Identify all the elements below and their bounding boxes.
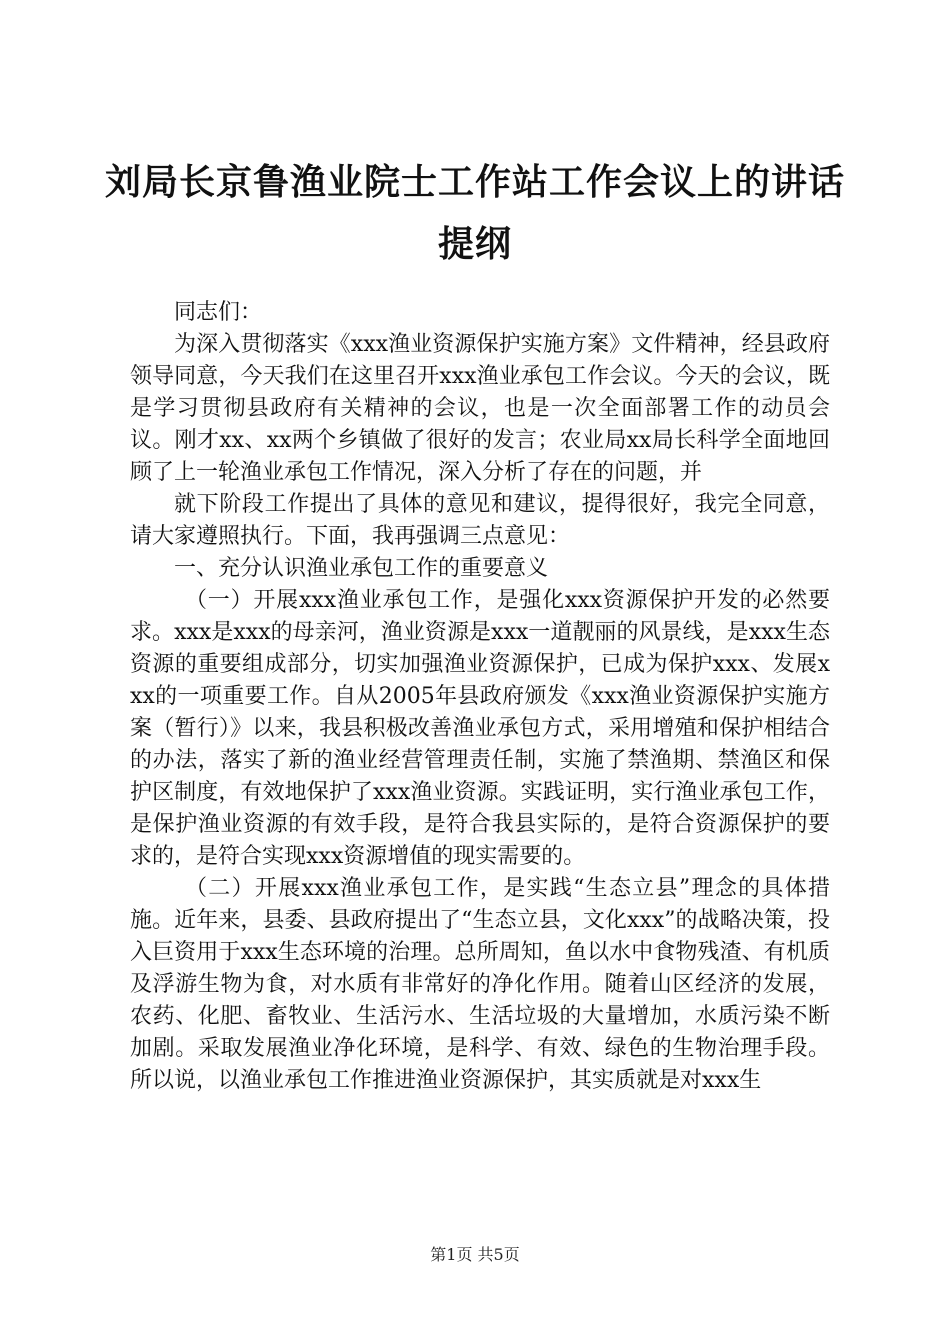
body-paragraph: （二）开展xxx渔业承包工作，是实践“生态立县”理念的具体措施。近年来，县委、县政府提出了“生态立县，文化xxx”的战略决策，投入巨资用于xxx生态环境的治理。总所周知，鱼以水中食物残渣、有机质及浮游生物为食，对水质有非常好的净化作用。随着山区经济的发展，农药、化肥、畜牧业、生活污水、生活垃圾的大量增加，水质污染不断加剧。采取发展渔业净化环境，是科学、有效、绿色的生物治理手段。所以说，以渔业承包工作推进渔业资源保护，其实质就是对xxx生: [130, 876, 830, 1093]
section-heading: 一、充分认识渔业承包工作的重要意义: [174, 556, 549, 581]
body-paragraph: 就下阶段工作提出了具体的意见和建议，提得很好，我完全同意，请大家遵照执行。下面，我再强调三点意见：: [130, 492, 830, 549]
document-title-line1: 刘局长京鲁渔业院士工作站工作会议上的讲话: [104, 161, 845, 203]
page-footer: 第1页 共5页: [430, 1245, 520, 1264]
document-body: [130, 297, 830, 1097]
document-title-line2: 提纲: [437, 223, 512, 265]
greeting-paragraph: 同志们：: [174, 300, 263, 325]
body-paragraph: （一）开展xxx渔业承包工作，是强化xxx资源保护开发的必然要求。xxx是xxx的母亲河，渔业资源是xxx一道靓丽的风景线，是xxx生态资源的重要组成部分，切实加强渔业资源保护，已成为保护xxx、发展xxx的一项重要工作。自从2005年县政府颁发《xxx渔业资源保护实施方案（暂行）》以来，我县积极改善渔业承包方式，采用增殖和保护相结合的办法，落实了新的渔业经营管理责任制，实施了禁渔期、禁渔区和保护区制度，有效地保护了xxx渔业资源。实践证明，实行渔业承包工作，是保护渔业资源的有效手段，是符合我县实际的，是符合资源保护的要求的，是符合实现xxx资源增值的现实需要的。: [130, 588, 830, 869]
body-paragraph: 为深入贯彻落实《xxx渔业资源保护实施方案》文件精神，经县政府领导同意，今天我们在这里召开xxx渔业承包工作会议。今天的会议，既是学习贯彻县政府有关精神的会议，也是一次全面部署工作的动员会议。刚才xx、xx两个乡镇做了很好的发言；农业局xx局长科学全面地回顾了上一轮渔业承包工作情况，深入分析了存在的问题，并: [130, 332, 830, 485]
